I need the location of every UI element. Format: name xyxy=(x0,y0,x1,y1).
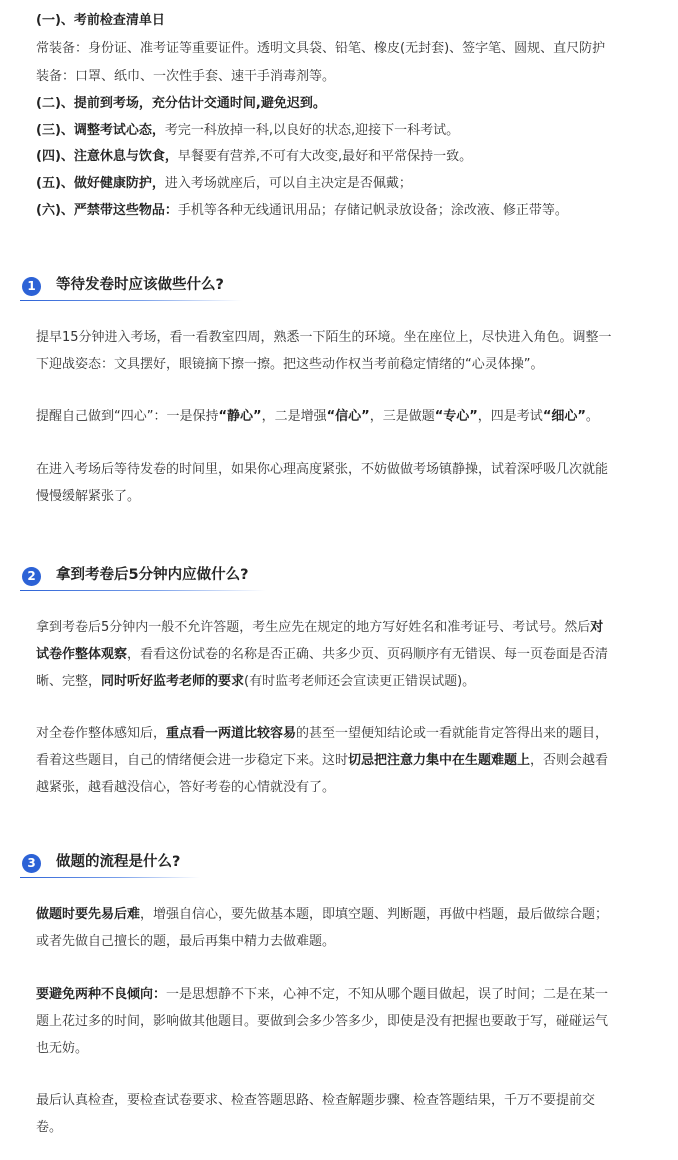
checklist-text: 考完一科放掉一科,以良好的状态,迎接下一科考试。 xyxy=(164,123,460,138)
checklist-line xyxy=(36,202,648,220)
checklist-label: (四)、注意休息与饮食， xyxy=(36,149,178,164)
checklist-line: 装备：口罩、纸巾、一次性手套、速干手消毒剂等。 xyxy=(36,69,336,84)
checklist-label: (六)、严禁带这些物品： xyxy=(36,203,178,218)
emphasis: “信心” xyxy=(326,409,370,424)
text-run: ，否则会越看 xyxy=(530,753,609,768)
text-run: ，看看这份试卷的名称是否正确、共多少页、页码顺序有无错误、每一页卷面是否清 xyxy=(127,647,609,662)
paragraph-line: 也无妨。 xyxy=(36,1041,89,1056)
section-title: 拿到考卷后5分钟内应做什么? xyxy=(56,567,249,583)
checklist-line xyxy=(36,175,648,193)
paragraph-line: 慢慢缓解紧张了。 xyxy=(36,489,141,504)
paragraph-line xyxy=(36,986,648,1004)
paragraph-line xyxy=(36,408,648,426)
checklist-label: (三)、调整考试心态， xyxy=(36,123,165,138)
heading-underline xyxy=(20,590,266,591)
text-run: 的甚至一望便知结论或一看就能肯定答得出来的题目， xyxy=(296,726,609,741)
text-run: ，三是做题 xyxy=(369,409,435,424)
emphasis: 试卷作整体观察 xyxy=(36,647,128,662)
heading-underline xyxy=(20,877,200,878)
text-run: 拿到考卷后5分钟内一般不允许答题，考生应先在规定的地方写好姓名和准考证号、考试号。然后 xyxy=(36,620,591,635)
heading-underline xyxy=(20,300,242,301)
emphasis: 同时听好监考老师的要求 xyxy=(101,674,245,689)
paragraph-line: 或者先做自己擅长的题，最后再集中精力去做难题。 xyxy=(36,934,336,949)
checklist-text: 手机等各种无线通讯用品；存储记帆录放设备；涂改液、修正带等。 xyxy=(177,203,568,218)
checklist-text: 进入考场就座后，可以自主决定是否佩戴； xyxy=(164,176,412,191)
emphasis: 做题时要先易后难 xyxy=(36,907,141,922)
paragraph-line xyxy=(36,619,648,637)
checklist-text: 早餐要有营养,不可有大改变,最好和平常保持一致。 xyxy=(177,149,473,164)
checklist-line: (二)、提前到考场，充分估计交通时间,避免迟到。 xyxy=(36,96,326,111)
emphasis: 切忌把注意力集中在生题难题上 xyxy=(348,753,531,768)
section-title: 做题的流程是什么? xyxy=(56,854,181,870)
paragraph-line xyxy=(36,673,648,691)
section-number-badge: 2 xyxy=(22,567,41,586)
text-run: (有时监考老师还会宣读更正错误试题)。 xyxy=(244,674,476,689)
paragraph-line xyxy=(36,646,648,664)
paragraph-line xyxy=(36,725,648,743)
emphasis: “专心” xyxy=(434,409,478,424)
text-run: 。 xyxy=(585,409,599,424)
emphasis: 重点看一两道比较容易 xyxy=(166,726,297,741)
paragraph-line xyxy=(36,906,648,924)
section-number-badge: 3 xyxy=(22,854,41,873)
checklist-line xyxy=(36,148,648,166)
text-run: 看着这些题目，自己的情绪便会进一步稳定下来。这时 xyxy=(36,753,349,768)
text-run: ，四是考试 xyxy=(477,409,543,424)
paragraph-line: 提早15分钟进入考场，看一看教室四周，熟悉一下陌生的环境。坐在座位上，尽快进入角色。调整一 xyxy=(36,330,612,345)
checklist-line xyxy=(36,122,648,140)
text-run: 提醒自己做到“四心”：一是保持 xyxy=(36,409,219,424)
paragraph-line: 在进入考场后等待发卷的时间里，如果你心理高度紧张，不妨做做考场镇静操，试着深呼吸几次就能 xyxy=(36,462,609,477)
emphasis: 对 xyxy=(590,620,604,635)
emphasis: 要避免两种不良倾向： xyxy=(36,987,167,1002)
paragraph-line xyxy=(36,752,648,770)
emphasis: “静心” xyxy=(218,409,262,424)
section-number-badge: 1 xyxy=(22,277,41,296)
checklist-label: (五)、做好健康防护， xyxy=(36,176,165,191)
emphasis: “细心” xyxy=(542,409,586,424)
text-run: 对全卷作整体感知后， xyxy=(36,726,167,741)
paragraph-line: 最后认真检查，要检查试卷要求、检查答题思路、检查解题步骤、检查答题结果，千万不要提前交 xyxy=(36,1093,596,1108)
checklist-heading: (一)、考前检查清单日 xyxy=(36,13,165,28)
paragraph-line: 卷。 xyxy=(36,1120,63,1135)
paragraph-line: 越紧张，越看越没信心，答好考卷的心情就没有了。 xyxy=(36,780,336,795)
text-run: ，二是增强 xyxy=(261,409,327,424)
section-heading-1 xyxy=(20,271,242,301)
checklist-line: 常装备：身份证、准考证等重要证件。透明文具袋、铅笔、橡皮(无封套)、签字笔、圆规、直尺防护 xyxy=(36,41,606,56)
text-run: 晰、完整， xyxy=(36,674,102,689)
paragraph-line: 题上花过多的时间，影响做其他题目。要做到会多少答多少，即使是没有把握也要敢于写，碰碰运气 xyxy=(36,1014,609,1029)
section-heading-3 xyxy=(20,848,200,878)
paragraph-line: 下迎战姿态：文具摆好，眼镜摘下擦一擦。把这些动作权当考前稳定情绪的“心灵体操”。 xyxy=(36,357,544,372)
text-run: 一是思想静不下来，心神不定，不知从哪个题目做起，误了时间；二是在某一 xyxy=(166,987,609,1002)
section-title: 等待发卷时应该做些什么? xyxy=(56,277,224,293)
text-run: ，增强自信心，要先做基本题，即填空题、判断题，再做中档题，最后做综合题； xyxy=(140,907,609,922)
section-heading-2 xyxy=(20,561,266,591)
